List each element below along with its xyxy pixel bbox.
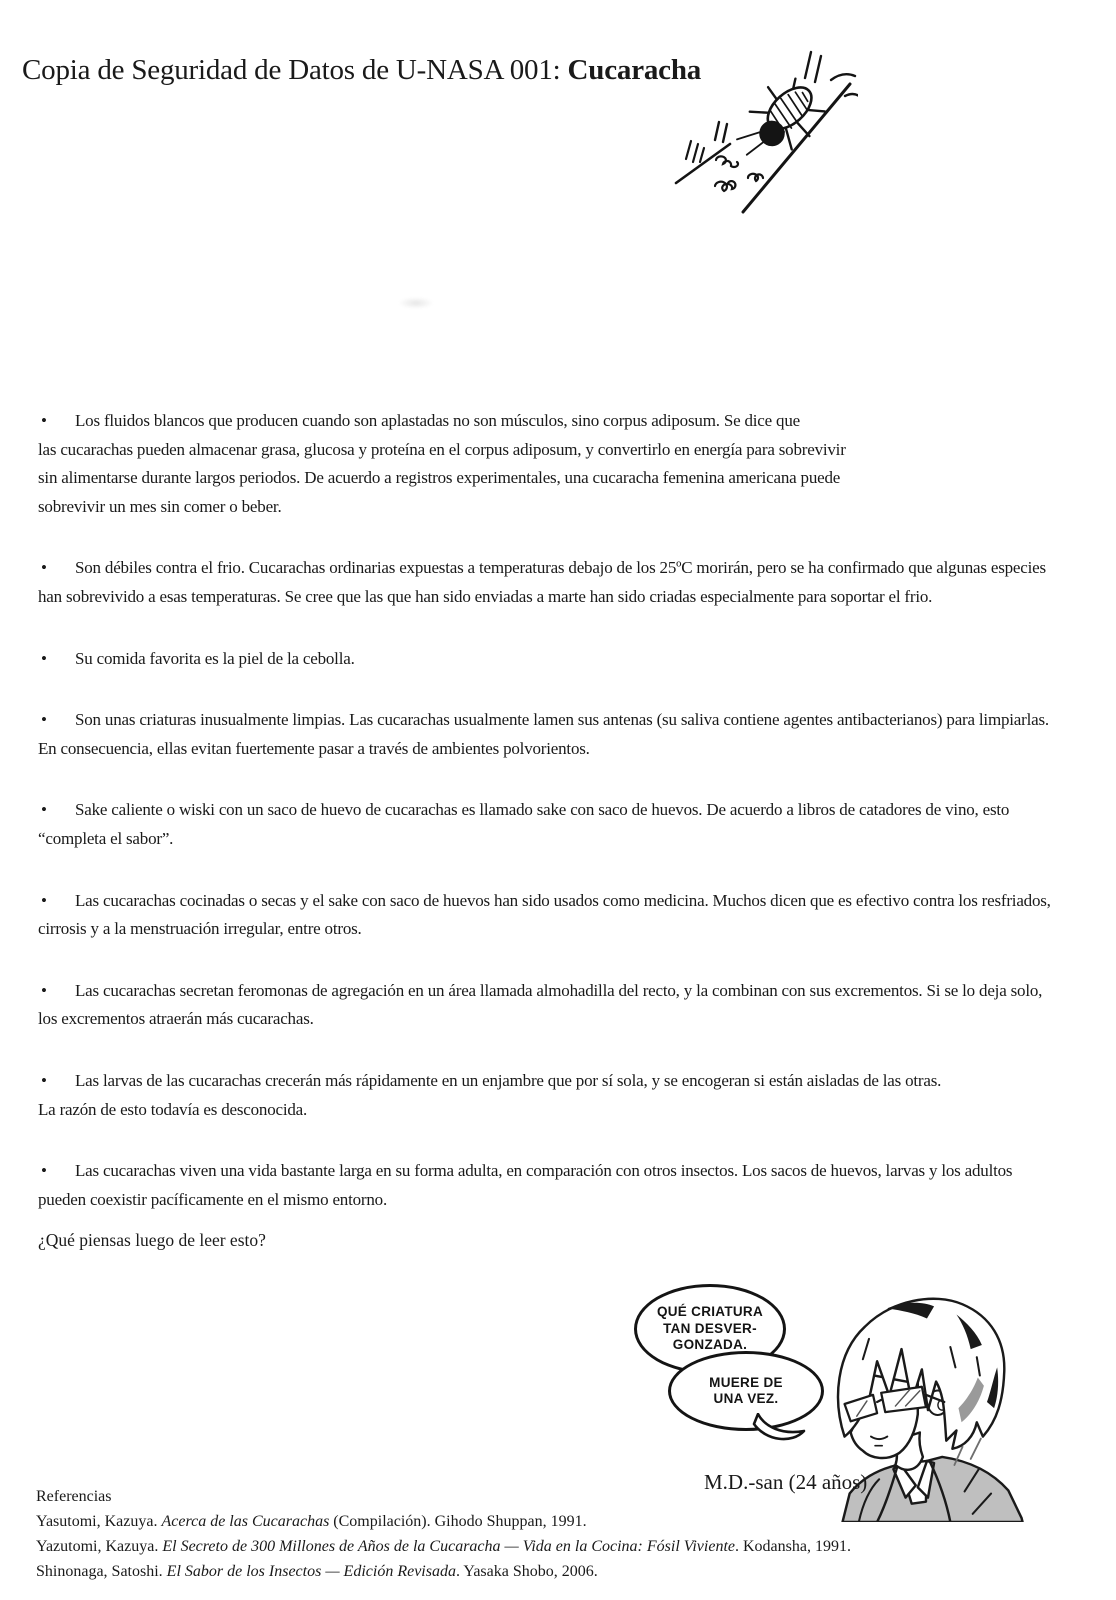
bullet-icon: •	[41, 1070, 47, 1090]
fact-line: Son unas criaturas inusualmente limpias. Las cucarachas usualmente lamen sus antenas (su saliva contiene agentes antibacterianos) para limpiarlas.	[75, 710, 1049, 730]
fact-list	[38, 407, 1082, 1247]
fact-line: “completa el sabor”.	[38, 828, 174, 848]
page-title	[22, 54, 738, 87]
bullet-icon: •	[41, 890, 47, 910]
bubble-line: QUÉ CRIATURA	[656, 1304, 764, 1320]
fact-item	[38, 645, 1082, 674]
fact-line: pueden coexistir pacíficamente en el mismo entorno.	[38, 1189, 388, 1209]
bullet-icon: •	[41, 710, 47, 730]
fact-line: En consecuencia, ellas evitan fuertemente pasar a través de ambientes polvorientos.	[38, 738, 590, 758]
fact-line: Su comida favorita es la piel de la cebolla.	[75, 648, 355, 668]
fact-line: Son débiles contra el frio. Cucarachas ordinarias expuestas a temperaturas debajo de los 25ºC morirán, pero se ha confirmado que algunas especies	[75, 558, 1046, 578]
fact-line: han sobrevivido a esas temperaturas. Se cree que las que han sido enviadas a marte han sido criadas especialmente para soportar el frio.	[38, 586, 933, 606]
reference-entry: Yazutomi, Kazuya. El Secreto de 300 Millones de Años de la Cucaracha — Vida en la Cocina: Fósil Viviente. Kodansha, 1991.	[36, 1538, 851, 1555]
fact-item	[38, 796, 1082, 853]
title-emphasis: Cucaracha	[567, 54, 702, 86]
fact-line: sobrevivir un mes sin comer o beber.	[38, 496, 282, 516]
references-section	[36, 1484, 872, 1584]
bullet-icon: •	[41, 558, 47, 578]
fact-item	[38, 977, 1082, 1034]
bullet-icon: •	[41, 800, 47, 820]
fact-item	[38, 407, 1082, 521]
fact-line: Sake caliente o wiski con un saco de huevo de cucarachas es llamado sake con saco de huevos. De acuerdo a libros de catadores de vino, esto	[75, 800, 1010, 820]
fact-item	[38, 1067, 1082, 1124]
character-caption: M.D.-san (24 años)	[704, 1470, 868, 1494]
bubble-line: MUERE DE	[709, 1374, 783, 1390]
title-prefix: Copia de Seguridad de Datos de U-NASA 001:	[22, 54, 568, 86]
fact-line: las cucarachas pueden almacenar grasa, glucosa y proteína en el corpus adiposum, y convertirlo en energía para sobrevivir	[38, 439, 846, 459]
closing-question: ¿Qué piensas luego de leer esto?	[38, 1230, 266, 1250]
fact-line: La razón de esto todavía es desconocida.	[38, 1099, 308, 1119]
scan-artifact	[398, 297, 434, 309]
reference-entry: Shinonaga, Satoshi. El Sabor de los Insectos — Edición Revisada. Yasaka Shobo, 2006.	[36, 1563, 598, 1580]
bubble-line: TAN DESVER-	[663, 1320, 757, 1336]
fact-line: Las larvas de las cucarachas crecerán más rápidamente en un enjambre que por sí sola, y se encogeran si están aisladas de las otras.	[75, 1070, 942, 1090]
bubble-line: GONZADA.	[672, 1337, 748, 1353]
fact-item	[38, 554, 1082, 611]
fact-line: Las cucarachas secretan feromonas de agregación en un área llamada almohadilla del recto, y la combinan con sus excrementos. Si se lo deja solo,	[75, 980, 1043, 1000]
bullet-icon: •	[41, 411, 47, 430]
references-heading: Referencias	[36, 1488, 112, 1505]
fact-line: Las cucarachas cocinadas o secas y el sake con saco de huevos han sido usados como medicina. Muchos dicen que es efectivo contra los resfriados,	[75, 890, 1051, 910]
fact-line: sin alimentarse durante largos periodos. De acuerdo a registros experimentales, una cucaracha femenina americana puede	[38, 468, 841, 488]
bullet-icon: •	[41, 1161, 47, 1181]
fact-item	[38, 887, 1082, 944]
bubble-line: UNA VEZ.	[713, 1391, 779, 1406]
fact-item	[38, 1157, 1082, 1214]
bullet-icon: •	[41, 980, 47, 1000]
fact-line: los excrementos atraerán más cucarachas.	[38, 1009, 314, 1029]
bullet-icon: •	[41, 648, 47, 668]
fact-line: cirrosis y a la menstruación irregular, entre otros.	[38, 919, 362, 939]
fact-line: Los fluidos blancos que producen cuando son aplastadas no son músculos, sino corpus adiposum. Se dice que	[75, 411, 800, 430]
fact-line: Las cucarachas viven una vida bastante larga en su forma adulta, en comparación con otros insectos. Los sacos de huevos, larvas y los adultos	[75, 1161, 1013, 1181]
cockroach-body	[723, 68, 832, 175]
fact-item	[38, 706, 1082, 763]
speech-bubble-tail	[752, 1413, 810, 1447]
cockroach-illustration	[648, 36, 858, 218]
reference-entry: Yasutomi, Kazuya. Acerca de las Cucarachas (Compilación). Gihodo Shuppan, 1991.	[36, 1513, 587, 1530]
